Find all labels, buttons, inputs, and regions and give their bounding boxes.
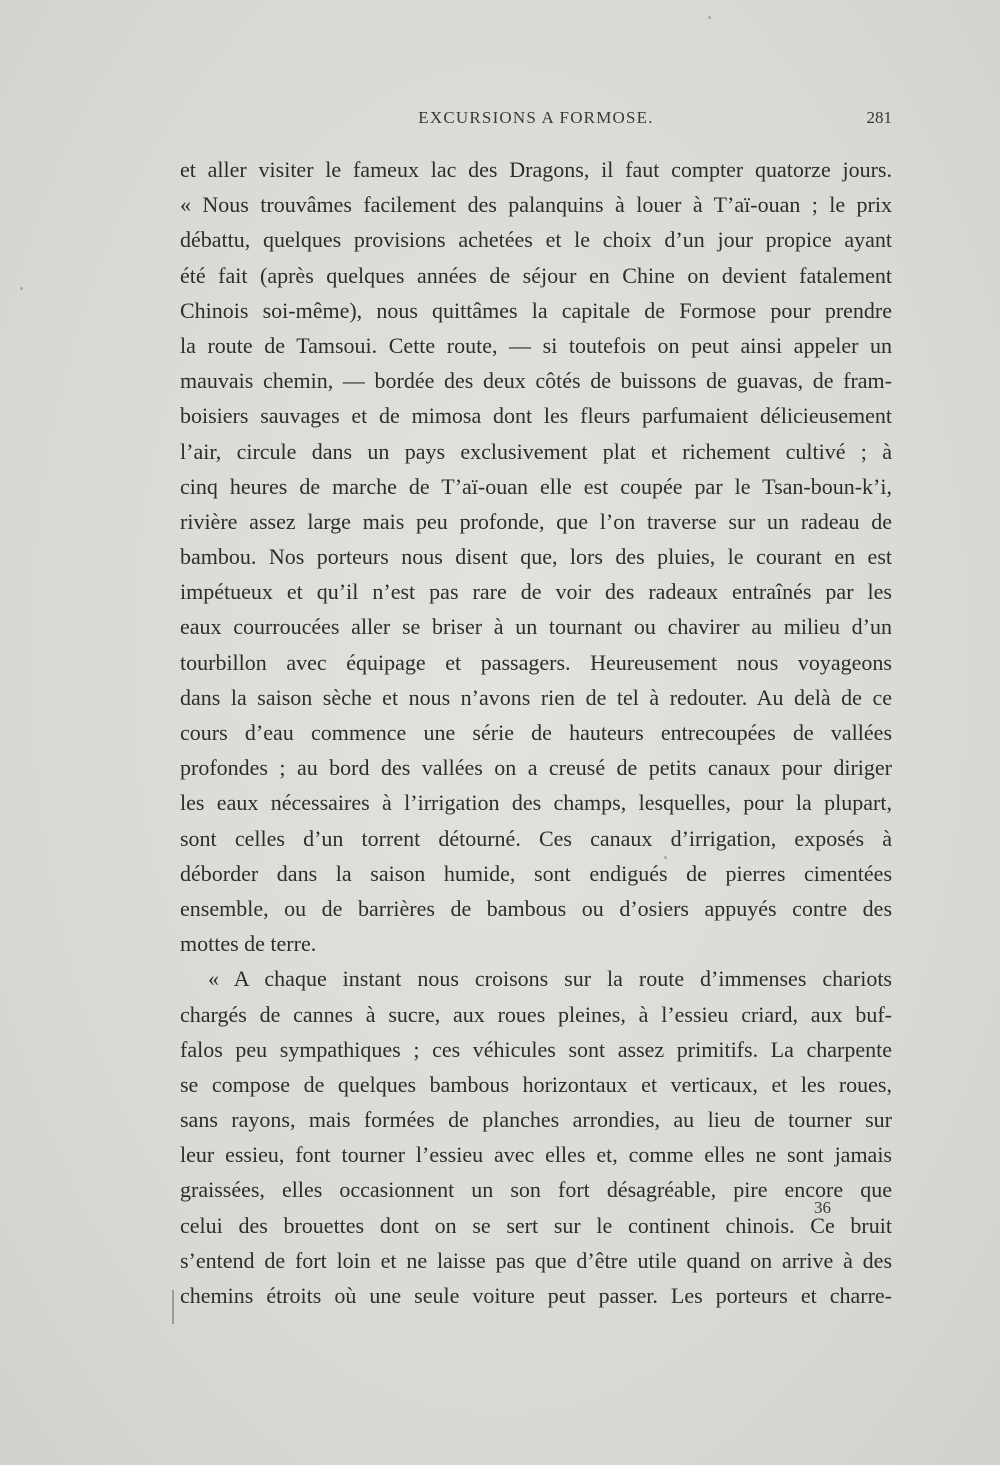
text-line: falos peu sympathiques ; ces véhicules sont assez primitifs. La charpente bbox=[180, 1036, 892, 1062]
text-line: impétueux et qu’il n’est pas rare de voir des radeaux entraînés par les bbox=[180, 579, 892, 605]
text-line: dans la saison sèche et nous n’avons rien de tel à redouter. Au delà de ce bbox=[180, 684, 892, 710]
text-line: eaux courroucées aller se briser à un tournant ou chavirer au milieu d’un bbox=[180, 614, 892, 640]
text-line: déborder dans la saison humide, sont endigués de pierres cimentées bbox=[180, 860, 892, 886]
body-text bbox=[180, 152, 892, 1313]
text-line: leur essieu, font tourner l’essieu avec elles et, comme elles ne sont jamais bbox=[180, 1142, 892, 1168]
running-title: EXCURSIONS A FORMOSE. bbox=[418, 108, 654, 127]
text-line: l’air, circule dans un pays exclusivement plat et richement cultivé ; à bbox=[180, 438, 892, 464]
page-number: 281 bbox=[866, 108, 892, 127]
margin-mark bbox=[172, 1290, 174, 1324]
paper-speck bbox=[708, 16, 711, 19]
signature-mark: 36 bbox=[814, 1198, 831, 1217]
text-line: Chinois soi-même), nous quittâmes la capitale de Formose pour prendre bbox=[180, 297, 892, 323]
text-line: et aller visiter le fameux lac des Dragons, il faut compter quatorze jours. bbox=[180, 157, 892, 182]
paper-speck bbox=[664, 856, 667, 859]
text-line: « Nous trouvâmes facilement des palanquins à louer à T’aï-ouan ; le prix bbox=[180, 192, 892, 218]
text-line: se compose de quelques bambous horizontaux et verticaux, et les roues, bbox=[180, 1071, 892, 1097]
paper-speck bbox=[20, 287, 23, 290]
text-line: chargés de cannes à sucre, aux roues pleines, à l’essieu criard, aux buf- bbox=[180, 1001, 892, 1027]
text-line: cinq heures de marche de T’aï-ouan elle est coupée par le Tsan-boun-k’i, bbox=[180, 473, 892, 499]
text-line: mauvais chemin, — bordée des deux côtés de buissons de guavas, de fram- bbox=[180, 368, 892, 394]
text-line: s’entend de fort loin et ne laisse pas que d’être utile quand on arrive à des bbox=[180, 1247, 892, 1273]
text-line: sans rayons, mais formées de planches arrondies, au lieu de tourner sur bbox=[180, 1107, 892, 1133]
text-line: chemins étroits où une seule voiture peut passer. Les porteurs et charre- bbox=[180, 1283, 892, 1308]
text-line: débattu, quelques provisions achetées et le choix d’un jour propice ayant bbox=[180, 227, 892, 253]
text-line: celui des brouettes dont on se sert sur le continent chinois. Ce bruit bbox=[180, 1212, 892, 1238]
running-header bbox=[180, 108, 892, 136]
text-line: « A chaque instant nous croisons sur la route d’immenses chariots bbox=[208, 966, 892, 992]
text-line: la route de Tamsoui. Cette route, — si toutefois on peut ainsi appeler un bbox=[180, 332, 892, 358]
text-line: les eaux nécessaires à l’irrigation des champs, lesquelles, pour la plupart, bbox=[180, 790, 892, 816]
text-line: été fait (après quelques années de séjour en Chine on devient fatalement bbox=[180, 262, 892, 288]
text-line: boisiers sauvages et de mimosa dont les fleurs parfumaient délicieusement bbox=[180, 403, 892, 429]
text-line: sont celles d’un torrent détourné. Ces canaux d’irrigation, exposés à bbox=[180, 825, 892, 851]
text-line: ensemble, ou de barrières de bambous ou d’osiers appuyés contre des bbox=[180, 895, 892, 921]
text-line: mottes de terre. bbox=[180, 931, 317, 957]
text-line: bambou. Nos porteurs nous disent que, lors des pluies, le courant en est bbox=[180, 544, 892, 570]
text-line: cours d’eau commence une série de hauteurs entrecoupées de vallées bbox=[180, 720, 892, 745]
text-line: rivière assez large mais peu profonde, que l’on traverse sur un radeau de bbox=[180, 508, 892, 534]
text-line: profondes ; au bord des vallées on a creusé de petits canaux pour diriger bbox=[180, 755, 892, 781]
text-line: tourbillon avec équipage et passagers. Heureusement nous voyageons bbox=[180, 649, 892, 675]
text-line: graissées, elles occasionnent un son fort désagréable, pire encore que bbox=[180, 1177, 892, 1203]
